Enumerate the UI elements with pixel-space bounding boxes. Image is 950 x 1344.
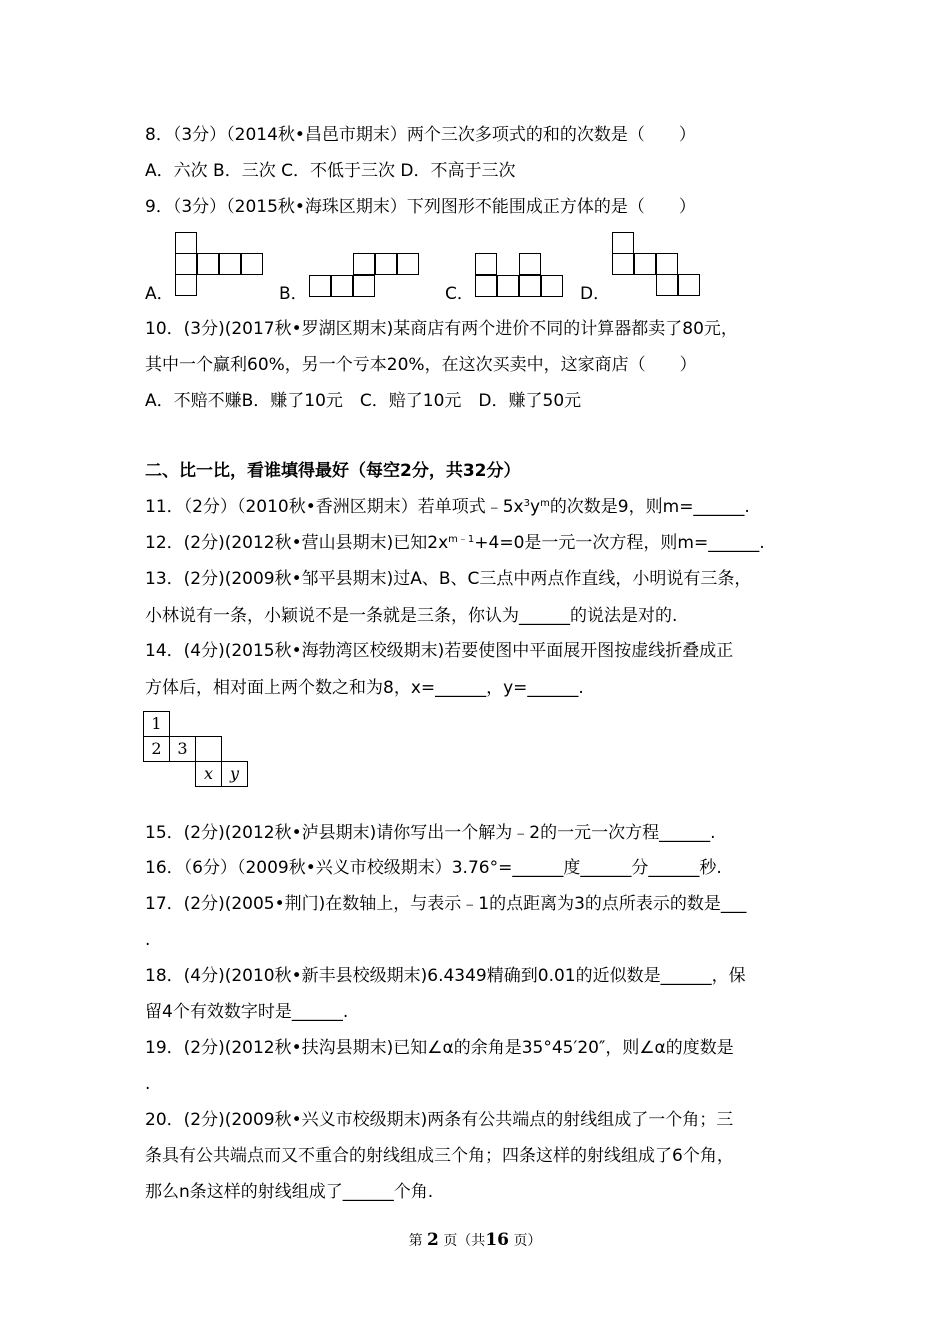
q9-option-a-label: A．	[145, 284, 174, 304]
q9-stem: 9．（3分）（2015秋•海珠区期末）下列图形不能围成正方体的是（ ）	[145, 197, 696, 217]
q18-line-1: 18．(4分)(2010秋•新丰县校级期末)6.4349精确到0.01的近似数是______，保	[145, 966, 746, 986]
q12	[145, 532, 765, 554]
q17-line-1: 17．(2分)(2005•荆门)在数轴上，与表示﹣1的点距离为3的点所表示的数是___	[145, 894, 747, 914]
q9-option-d-label: D．	[580, 284, 611, 304]
q11-exponent-x: 3	[523, 498, 530, 509]
q20-line-2: 条具有公共端点而又不重合的射线组成三个角；四条这样的射线组成了6个角，	[145, 1146, 734, 1166]
q13-line-1: 13．(2分)(2009秋•邹平县期末)过A、B、C三点中两点作直线，小明说有三条，	[145, 569, 752, 589]
q14-cell: 1	[143, 711, 170, 737]
q10-line-2: 其中一个赢利60%，另一个亏本20%，在这次买卖中，这家商店（ ）	[145, 355, 697, 375]
q16: 16．（6分）（2009秋•兴义市校级期末）3.76°=______度______分______秒.	[145, 858, 722, 878]
q9-option-c-label: C．	[445, 284, 474, 304]
q14-cell: y	[221, 761, 248, 787]
q14-line-1: 14．(4分)(2015秋•海勃湾区校级期末)若要使图中平面展开图按虚线折叠成正	[145, 641, 734, 661]
q10-line-1: 10．(3分)(2017秋•罗湖区期末)某商店有两个进价不同的计算器都卖了80元，	[145, 319, 738, 339]
q15: 15．(2分)(2012秋•泸县期末)请你写出一个解为﹣2的一元一次方程______.	[145, 823, 716, 843]
q20-line-1: 20．(2分)(2009秋•兴义市校级期末)两条有公共端点的射线组成了一个角；三	[145, 1110, 734, 1130]
q9-option-b-label: B．	[279, 284, 308, 304]
q13-line-2: 小林说有一条，小颖说不是一条就是三条，你认为______的说法是对的.	[145, 606, 678, 626]
footer-pre: 第	[408, 1233, 423, 1249]
q8-stem: 8．（3分）（2014秋•昌邑市期末）两个三次多项式的和的次数是（ ）	[145, 125, 696, 145]
q11-post: 的次数是9，则m=______.	[549, 497, 750, 517]
q11-exponent-y: m	[540, 498, 550, 509]
q14-cell	[195, 736, 222, 762]
page-number: 2	[427, 1230, 439, 1250]
q12-pre: 12．(2分)(2012秋•营山县期末)已知2x	[145, 533, 449, 553]
q11-var-y: y	[530, 497, 541, 517]
q10-options: A．不赔不赚B．赚了10元 C．赔了10元 D．赚了50元	[145, 391, 582, 411]
page-footer	[0, 1229, 950, 1252]
footer-mid: 页（共	[443, 1233, 486, 1249]
q14-cell: 3	[169, 736, 196, 762]
q17-line-2: .	[145, 930, 151, 950]
q11	[145, 496, 750, 518]
section-2-heading: 二、比一比，看谁填得最好（每空2分，共32分）	[145, 461, 521, 481]
q12-post: +4=0是一元一次方程，则m=______.	[474, 533, 765, 553]
q8-options: A．六次 B．三次 C．不低于三次 D．不高于三次	[145, 161, 516, 181]
q11-pre: 11．（2分）（2010秋•香洲区期末）若单项式﹣5x	[145, 497, 524, 517]
footer-post: 页）	[513, 1233, 542, 1249]
q14-cell: 2	[143, 736, 170, 762]
q19-line-1: 19．(2分)(2012秋•扶沟县期末)已知∠α的余角是35°45′20″，则∠α的度数是	[145, 1038, 734, 1058]
q14-line-2: 方体后，相对面上两个数之和为8，x=______，y=______.	[145, 678, 584, 698]
q12-exponent: m﹣1	[448, 534, 475, 545]
total-pages: 16	[485, 1230, 509, 1250]
q14-cell: x	[195, 761, 222, 787]
q20-line-3: 那么n条这样的射线组成了______个角.	[145, 1182, 434, 1202]
q18-line-2: 留4个有效数字时是______.	[145, 1002, 349, 1022]
q19-line-2: .	[145, 1074, 151, 1094]
